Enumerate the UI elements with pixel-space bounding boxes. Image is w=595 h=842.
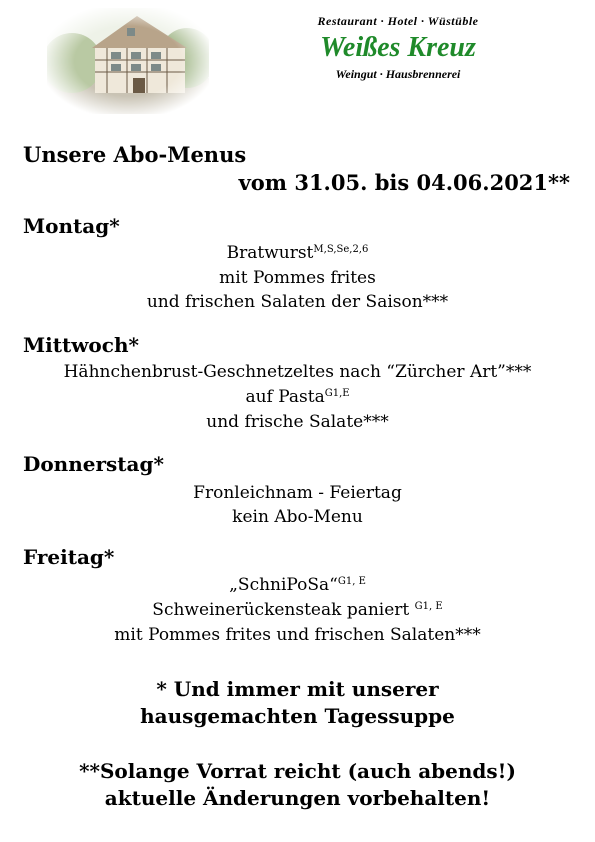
menu-line: Schweinerückensteak paniert $^{G1, E}$: [152, 600, 443, 620]
stock-note-line-1: **Solange Vorrat reicht (auch abends!): [79, 759, 516, 783]
menu-line: kein Abo-Menu: [232, 507, 363, 527]
menu-line: mit Pommes frites: [219, 268, 376, 288]
menu-line: auf Pasta$^{G1,E}$: [245, 387, 350, 407]
soup-note-line-1: * Und immer mit unserer: [156, 677, 439, 701]
menu-line: Bratwurst$^{M,S,Se,2,6}$: [226, 243, 369, 263]
day-heading-monday: Montag*: [23, 214, 120, 238]
date-range: vom 31.05. bis 04.06.2021**: [238, 170, 570, 195]
menu-line: mit Pommes frites und frischen Salaten***: [114, 625, 481, 645]
restaurant-brand: [300, 14, 496, 82]
menu-line: Fronleichnam - Feiertag: [193, 483, 402, 503]
menu-line: „SchniPoSa“$^{G1, E}$: [229, 575, 366, 595]
brand-top-line: Restaurant · Hotel · Wüstüble: [317, 14, 479, 28]
brand-name: Weißes Kreuz: [320, 32, 476, 63]
menu-line: Hähnchenbrust-Geschnetzeltes nach “Zürcher Art”***: [63, 362, 532, 382]
stock-note-line-2: aktuelle Änderungen vorbehalten!: [104, 786, 491, 810]
page-title: Unsere Abo-Menus: [23, 142, 247, 167]
day-heading-thursday: Donnerstag*: [23, 452, 164, 476]
day-heading-wednesday: Mittwoch*: [23, 333, 139, 357]
menu-line: und frischen Salaten der Saison***: [146, 292, 449, 312]
soup-note-line-2: hausgemachten Tagessuppe: [140, 704, 455, 728]
brand-bottom-line: Weingut · Hausbrennerei: [335, 67, 461, 81]
restaurant-building-image: [47, 8, 209, 114]
day-heading-friday: Freitag*: [23, 545, 115, 569]
menu-line: und frische Salate***: [206, 412, 389, 432]
